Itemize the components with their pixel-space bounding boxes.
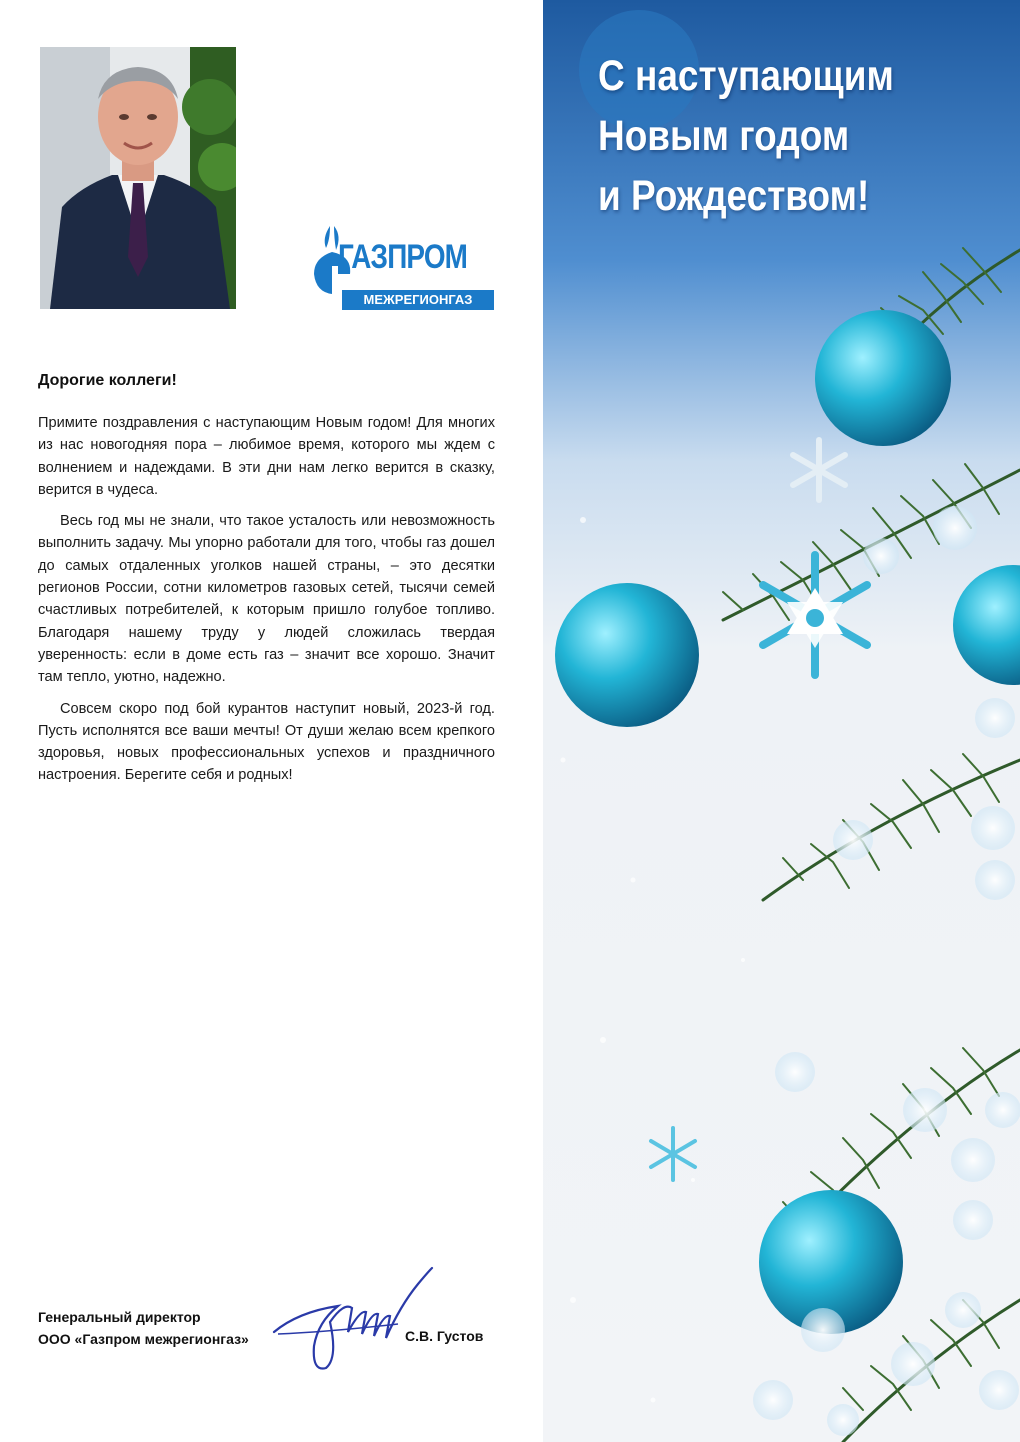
paragraph: Весь год мы не знали, что такое усталость или невозможность выполнить задачу. Мы упорно работали для того, чтобы газ дошел до самых отдаленных уголков нашей страны, – это десятки регионов России, сотни километров газовых сетей, тысячи семей счастливых потребителей, к которым пришло голубое топливо. Благодаря нашему труду у людей сложилась твердая уверенность: если в доме есть газ – значит все хорошо. Значит там тепло, уютно, надежно. [38, 513, 495, 686]
position-line: ООО «Газпром межрегионгаз» [38, 1331, 249, 1347]
ornament-ball [815, 310, 951, 446]
paragraph: Совсем скоро под бой курантов наступит новый, 2023-й год. Пусть исполнятся все ваши мечты! От души желаю всем крепкого здоровья, новых профессиональных успехов и праздничного настроения. Берегите себя и родных! [38, 700, 495, 784]
director-photo [40, 47, 236, 309]
flame-icon [325, 226, 330, 248]
logo-subtitle: МЕЖРЕГИОНГАЗ [342, 290, 494, 310]
logo-wordmark: ГАЗПРОМ [338, 238, 468, 276]
signatory-position [38, 1306, 249, 1350]
gazprom-logo [312, 222, 502, 314]
paragraph: Примите поздравления с наступающим Новым годом! Для многих из нас новогодняя пора – любимое время, которого мы ждем с волнением и надеждами. В эти дни нам легко верится в сказку, верится в чудеса. [38, 415, 495, 498]
letter-body [38, 412, 495, 796]
greeting: Дорогие коллеги! [38, 372, 177, 389]
holiday-banner [543, 0, 1020, 1442]
ornament-ball [555, 583, 699, 727]
headline-line: Новым годом [598, 112, 850, 160]
handwritten-signature [268, 1262, 443, 1387]
headline-line: и Рождеством! [598, 172, 870, 220]
signatory-name: С.В. Густов [405, 1328, 484, 1344]
headline-line: С наступающим [598, 52, 894, 100]
banner-headline [598, 46, 894, 226]
position-line: Генеральный директор [38, 1309, 201, 1325]
